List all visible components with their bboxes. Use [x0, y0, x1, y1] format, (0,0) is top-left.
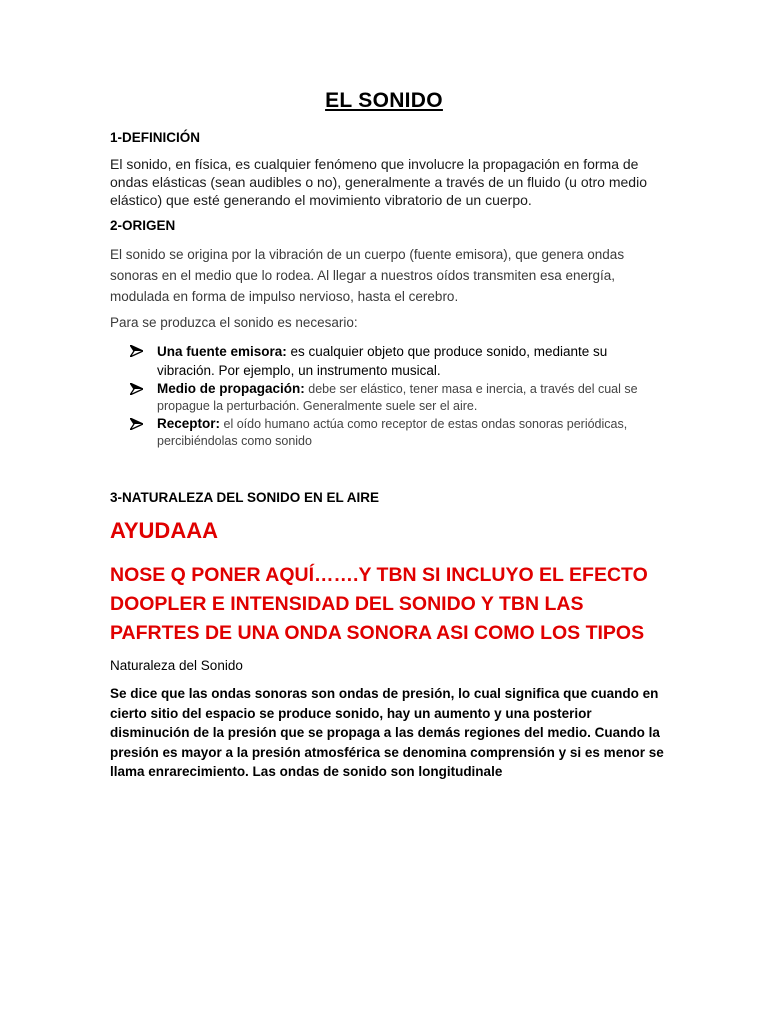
list-item: [130, 342, 660, 380]
bullet-text: debe ser elástico, tener masa e inercia, a través del cual se propague la perturbación. Generalmente suele ser el aire.: [157, 382, 638, 413]
section-heading-definicion: 1-DEFINICIÓN: [110, 130, 201, 145]
section-heading-naturaleza: 3-NATURALEZA DEL SONIDO EN EL AIRE: [110, 490, 380, 505]
requirements-intro: Para se produzca el sonido es necesario:: [110, 315, 358, 330]
requirements-list: [130, 342, 660, 450]
list-item: [130, 380, 660, 415]
bullet-label: Medio de propagación:: [157, 381, 305, 396]
bullet-label: Receptor:: [157, 416, 221, 431]
naturaleza-subheading: Naturaleza del Sonido: [110, 658, 243, 673]
naturaleza-paragraph: Se dice que las ondas sonoras son ondas de presión, lo cual significa que cuando en cierto sitio del espacio se produce sonido, hay un aumento y una posterior disminución de la presión que se propaga a las demás regiones del medio. Cuando la presión es mayor a la presión atmosférica se denomina comprensión y si es menor se llama enrarecimiento. Las ondas de sonido son longitudinale: [110, 686, 664, 779]
arrow-bullet-icon: [130, 383, 143, 395]
document-title: EL SONIDO: [325, 89, 443, 112]
arrow-bullet-icon: [130, 418, 143, 430]
bullet-text: es cualquier objeto que produce sonido, mediante su vibración. Por ejemplo, un instrumento musical.: [157, 344, 608, 378]
emphasis-shout: AYUDAAA: [110, 518, 218, 543]
bullet-text: el oído humano actúa como receptor de estas ondas sonoras periódicas, percibiéndolas como sonido: [157, 417, 628, 448]
bullet-label: Una fuente emisora:: [157, 344, 287, 359]
origen-paragraph: El sonido se origina por la vibración de un cuerpo (fuente emisora), que genera ondas sonoras en el medio que lo rodea. Al llegar a nuestros oídos transmiten esa energía, modulada en forma de impulso nervioso, hasta el cerebro.: [110, 247, 625, 304]
list-item: [130, 415, 660, 450]
section-heading-origen: 2-ORIGEN: [110, 218, 176, 233]
definicion-paragraph: El sonido, en física, es cualquier fenómeno que involucre la propagación en forma de ondas elásticas (sean audibles o no), generalmente a través de un fluido (u otro medio elástico) que esté generando el movimiento vibratorio de un cuerpo.: [110, 156, 647, 208]
arrow-bullet-icon: [130, 345, 143, 357]
emphasis-note: NOSE Q PONER AQUÍ…….Y TBN SI INCLUYO EL EFECTO DOOPLER E INTENSIDAD DEL SONIDO Y TBN LAS PAFRTES DE UNA ONDA SONORA ASI COMO LOS TIPOS: [110, 564, 648, 644]
